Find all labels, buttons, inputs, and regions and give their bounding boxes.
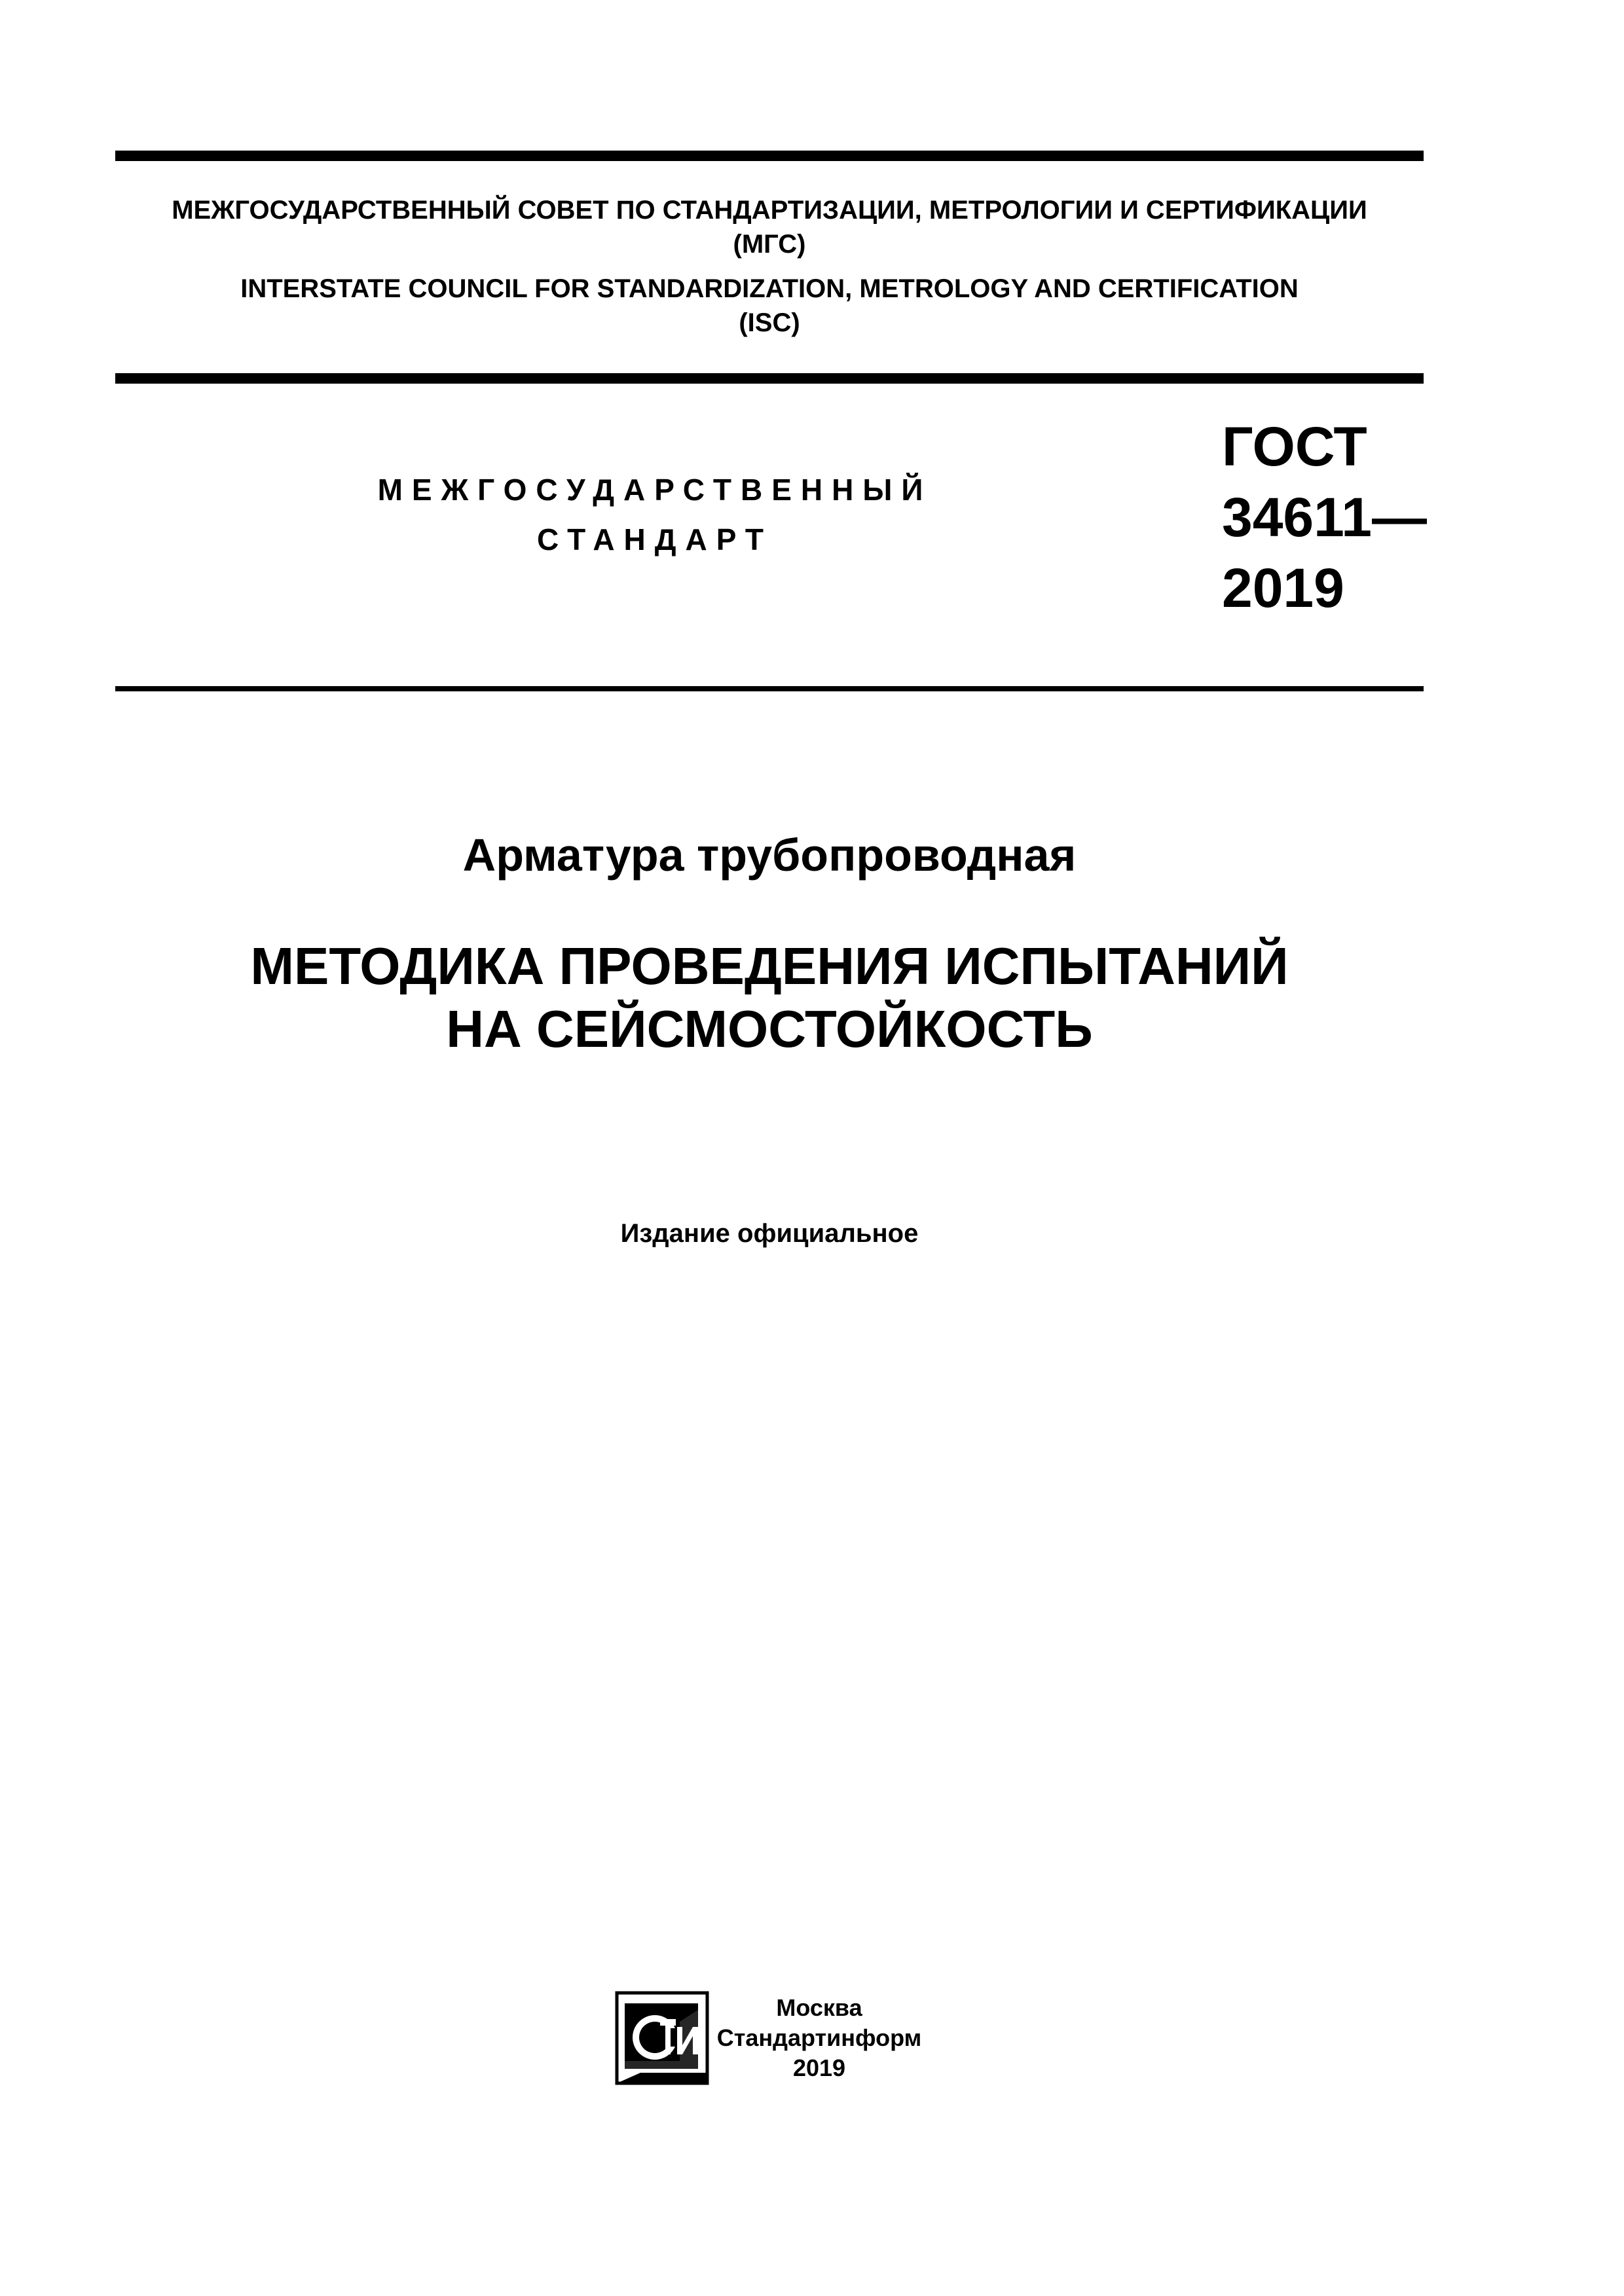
- edition-note: Издание официальное: [620, 1219, 919, 1248]
- council-name-en: INTERSTATE COUNCIL FOR STANDARDIZATION, METROLOGY AND CERTIFICATION: [240, 274, 1299, 303]
- council-name-ru: МЕЖГОСУДАРСТВЕННЫЙ СОВЕТ ПО СТАНДАРТИЗАЦИИ, МЕТРОЛОГИИ И СЕРТИФИКАЦИИ: [172, 196, 1367, 225]
- council-abbr-ru: (МГС): [733, 230, 806, 259]
- gost-year: 2019: [1222, 557, 1344, 619]
- council-abbr-en: (ISC): [739, 308, 800, 337]
- document-title-line-1: МЕТОДИКА ПРОВЕДЕНИЯ ИСПЫТАНИЙ: [250, 937, 1289, 995]
- header-divider-rule: [115, 373, 1424, 384]
- publisher-year: 2019: [792, 2054, 846, 2081]
- gost-number: 34611—: [1222, 486, 1427, 548]
- top-rule: [115, 151, 1424, 161]
- gost-label: ГОСТ: [1222, 416, 1367, 477]
- document-subject: Арматура трубопроводная: [462, 829, 1077, 881]
- standard-kind-line-1: МЕЖГОСУДАРСТВЕННЫЙ: [377, 473, 932, 507]
- designation-divider-rule: [115, 686, 1424, 691]
- publisher-city: Москва: [776, 1994, 862, 2021]
- standard-kind-line-2: СТАНДАРТ: [537, 522, 773, 556]
- standartinform-logo-icon: [614, 1990, 710, 2086]
- publisher-name: Стандартинформ: [716, 2024, 922, 2051]
- document-title-line-2: НА СЕЙСМОСТОЙКОСТЬ: [446, 1000, 1093, 1058]
- publisher-block: [711, 1993, 927, 2083]
